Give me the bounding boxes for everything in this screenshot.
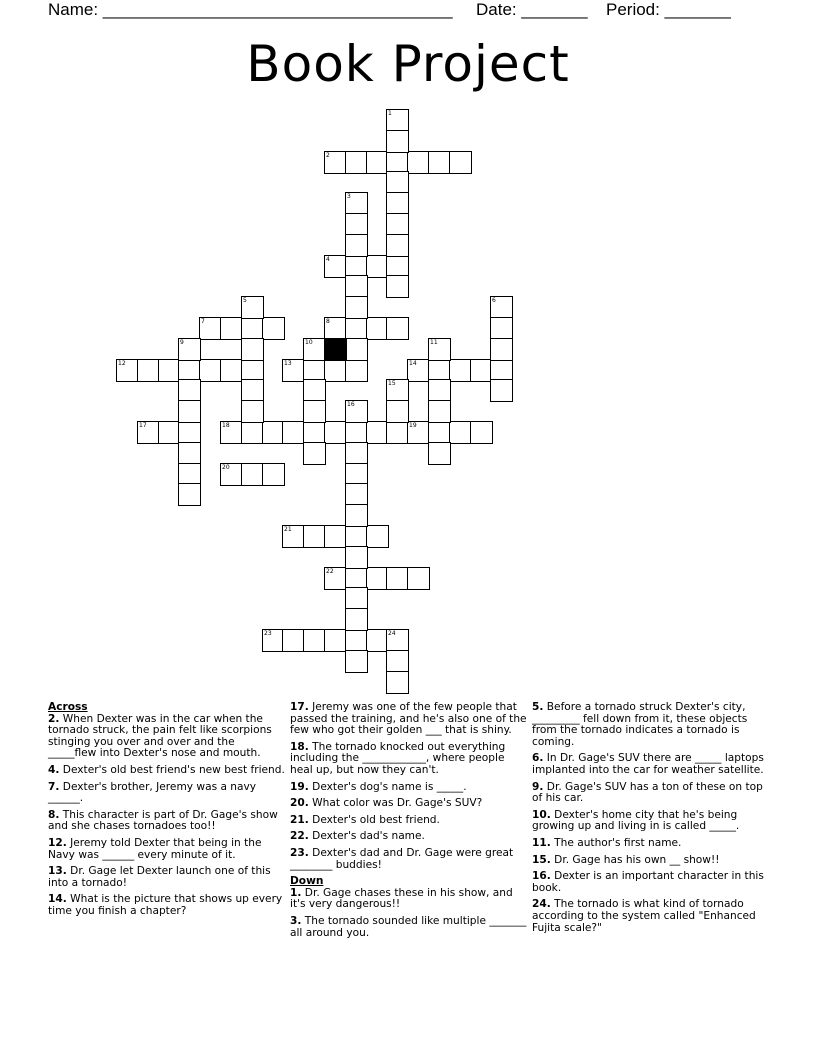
grid-cell[interactable] xyxy=(345,213,368,236)
grid-cell[interactable] xyxy=(324,255,347,278)
grid-cell[interactable] xyxy=(345,629,368,652)
grid-cell[interactable] xyxy=(324,421,347,444)
across-clue xyxy=(290,848,528,871)
clue-number: 22 xyxy=(326,568,334,575)
grid-cell[interactable] xyxy=(428,400,451,423)
grid-cell[interactable] xyxy=(449,359,472,382)
grid-cell[interactable] xyxy=(345,151,368,174)
clue-number: 1 xyxy=(388,110,392,117)
clue-text: Dr. Gage let Dexter launch one of this into a tornado! xyxy=(48,865,271,889)
grid-cell[interactable] xyxy=(490,338,513,361)
grid-cell[interactable] xyxy=(386,379,409,402)
clue-column-2 xyxy=(290,702,528,944)
down-clues-b xyxy=(532,702,770,934)
grid-cell[interactable] xyxy=(386,130,409,153)
across-clue xyxy=(290,702,528,737)
grid-cell[interactable] xyxy=(386,275,409,298)
across-clue xyxy=(48,894,286,917)
clue-text: Dr. Gage chases these in his show, and it's very dangerous!! xyxy=(290,886,513,911)
clue-num: 2. xyxy=(48,712,60,725)
clue-text: This character is part of Dr. Gage's show and she chases tornadoes too!! xyxy=(48,808,278,833)
grid-cell[interactable] xyxy=(345,608,368,631)
clue-num: 14. xyxy=(48,893,67,906)
grid-cell[interactable] xyxy=(428,442,451,465)
grid-cell[interactable] xyxy=(345,296,368,319)
name-line[interactable]: _____________________________________ xyxy=(102,0,453,19)
clue-number: 7 xyxy=(201,318,205,325)
grid-cell[interactable] xyxy=(407,151,430,174)
grid-cell[interactable] xyxy=(386,192,409,215)
clue-num: 11. xyxy=(532,836,551,849)
clue-column-1 xyxy=(48,702,286,923)
date-line[interactable]: _______ xyxy=(521,0,588,19)
across-clue xyxy=(48,866,286,889)
grid-cell[interactable] xyxy=(490,296,513,319)
grid-cell[interactable] xyxy=(303,379,326,402)
clue-number: 17 xyxy=(139,422,147,429)
grid-cell[interactable] xyxy=(303,525,326,548)
grid-cell[interactable] xyxy=(137,421,160,444)
grid-cell[interactable] xyxy=(345,400,368,423)
clue-num: 13. xyxy=(48,865,67,878)
clue-num: 9. xyxy=(532,780,544,793)
clue-column-3 xyxy=(532,702,770,939)
grid-cell[interactable] xyxy=(220,359,243,382)
clue-text: Dr. Gage has his own __ show!! xyxy=(554,853,720,866)
clue-text: Dexter is an important character in this book. xyxy=(532,870,764,894)
grid-cell[interactable] xyxy=(282,359,305,382)
down-clue xyxy=(532,702,770,748)
grid-cell[interactable] xyxy=(199,359,222,382)
grid-cell[interactable] xyxy=(220,421,243,444)
clue-text: The tornado knocked out everything including the ____________, where people heal up, but now they can't. xyxy=(290,740,506,776)
clue-number: 11 xyxy=(430,339,438,346)
grid-cell[interactable] xyxy=(407,567,430,590)
down-clue xyxy=(532,871,770,894)
grid-cell[interactable] xyxy=(345,483,368,506)
clue-number: 2 xyxy=(326,152,330,159)
down-clue xyxy=(290,916,528,939)
clue-text: Dexter's old best friend's new best friend. xyxy=(62,763,285,776)
grid-cell[interactable] xyxy=(241,421,264,444)
grid-cell[interactable] xyxy=(386,317,409,340)
grid-cell[interactable] xyxy=(345,525,368,548)
clue-num: 17. xyxy=(290,701,309,713)
clue-text: Jeremy told Dexter that being in the Navy was ______ every minute of it. xyxy=(48,836,262,861)
grid-cell[interactable] xyxy=(178,483,201,506)
across-clue xyxy=(290,782,528,794)
page-title: Book Project xyxy=(246,35,570,93)
clue-text: Jeremy was one of the few people that passed the training, and he's also one of the few who got their golden ___ that is shiny. xyxy=(290,701,527,737)
grid-cell[interactable] xyxy=(345,192,368,215)
grid-cell[interactable] xyxy=(345,234,368,257)
grid-cell[interactable] xyxy=(199,317,222,340)
clue-num: 10. xyxy=(532,808,551,821)
clue-number: 13 xyxy=(284,360,292,367)
grid-cell[interactable] xyxy=(241,317,264,340)
clue-text: Dexter's old best friend. xyxy=(312,813,440,826)
grid-cell[interactable] xyxy=(490,379,513,402)
clue-num: 19. xyxy=(290,780,309,793)
down-clue xyxy=(290,888,528,911)
grid-cell[interactable] xyxy=(386,213,409,236)
clue-num: 3. xyxy=(290,914,302,927)
grid-cell[interactable] xyxy=(428,421,451,444)
across-clue xyxy=(290,742,528,777)
down-clue xyxy=(532,810,770,833)
clue-num: 18. xyxy=(290,740,309,753)
grid-cell[interactable] xyxy=(345,275,368,298)
grid-cell[interactable] xyxy=(116,359,139,382)
clue-number: 16 xyxy=(347,401,355,408)
down-clue xyxy=(532,782,770,805)
grid-cell[interactable] xyxy=(386,671,409,694)
across-clue xyxy=(48,838,286,861)
grid-cell[interactable] xyxy=(303,442,326,465)
clue-number: 8 xyxy=(326,318,330,325)
grid-cell[interactable] xyxy=(137,359,160,382)
period-line[interactable]: _______ xyxy=(664,0,731,19)
grid-cell[interactable] xyxy=(324,359,347,382)
grid-cell[interactable] xyxy=(303,400,326,423)
clue-num: 20. xyxy=(290,797,309,810)
grid-cell[interactable] xyxy=(178,379,201,402)
clue-number: 5 xyxy=(243,297,247,304)
grid-cell[interactable] xyxy=(449,421,472,444)
grid-cell[interactable] xyxy=(345,650,368,673)
grid-cell[interactable] xyxy=(345,587,368,610)
grid-cell[interactable] xyxy=(345,317,368,340)
across-clue xyxy=(48,810,286,833)
clue-num: 23. xyxy=(290,846,309,859)
clue-num: 8. xyxy=(48,808,60,821)
clue-num: 1. xyxy=(290,886,302,899)
across-clues-a xyxy=(48,714,286,918)
clue-number: 23 xyxy=(264,630,272,637)
grid-cell[interactable] xyxy=(386,567,409,590)
date-label-text: Date: xyxy=(476,0,522,19)
clue-num: 22. xyxy=(290,830,309,843)
clue-text: Before a tornado struck Dexter's city, _________ fell down from it, these objects from the tornado indicates a tornado is coming. xyxy=(532,701,748,748)
across-clue xyxy=(290,798,528,810)
grid-cell[interactable] xyxy=(428,379,451,402)
grid-cell[interactable] xyxy=(241,338,264,361)
down-clue xyxy=(532,899,770,934)
grid-cell[interactable] xyxy=(241,463,264,486)
grid-cell[interactable] xyxy=(220,463,243,486)
grid-cell[interactable] xyxy=(386,400,409,423)
clue-number: 15 xyxy=(388,380,396,387)
grid-cell[interactable] xyxy=(345,421,368,444)
down-clue xyxy=(532,753,770,776)
clue-num: 5. xyxy=(532,701,544,713)
clue-num: 15. xyxy=(532,853,551,866)
clue-text: Dexter's brother, Jeremy was a navy ______. xyxy=(48,780,257,805)
clue-number: 24 xyxy=(388,630,396,637)
clue-num: 16. xyxy=(532,870,551,883)
grid-cell[interactable] xyxy=(428,151,451,174)
grid-cell[interactable] xyxy=(241,296,264,319)
down-clues-a xyxy=(290,888,528,939)
grid-cell[interactable] xyxy=(241,379,264,402)
clue-num: 4. xyxy=(48,763,60,776)
grid-cell[interactable] xyxy=(428,338,451,361)
grid-cell[interactable] xyxy=(282,525,305,548)
grid-cell[interactable] xyxy=(345,359,368,382)
grid-cell[interactable] xyxy=(178,442,201,465)
grid-cell[interactable] xyxy=(490,317,513,340)
grid-cell[interactable] xyxy=(366,525,389,548)
clue-num: 6. xyxy=(532,752,544,765)
clue-num: 24. xyxy=(532,898,551,911)
grid-cell[interactable] xyxy=(324,567,347,590)
grid-cell[interactable] xyxy=(345,442,368,465)
clue-number: 14 xyxy=(409,360,417,367)
clue-num: 21. xyxy=(290,813,309,826)
grid-cell[interactable] xyxy=(178,400,201,423)
down-clue xyxy=(532,855,770,867)
period-label-text: Period: xyxy=(606,0,665,19)
across-clues-b xyxy=(290,702,528,871)
grid-cell[interactable] xyxy=(324,525,347,548)
clue-number: 9 xyxy=(180,339,184,346)
clue-number: 3 xyxy=(347,193,351,200)
grid-cell[interactable] xyxy=(262,463,285,486)
grid-cell[interactable] xyxy=(470,421,493,444)
grid-cell[interactable] xyxy=(345,546,368,569)
grid-cell-blocked xyxy=(324,338,347,361)
across-clue xyxy=(48,714,286,760)
across-clue xyxy=(290,831,528,843)
clue-text: Dexter's dad and Dr. Gage were great ________ buddies! xyxy=(290,846,514,871)
grid-cell[interactable] xyxy=(241,400,264,423)
grid-cell[interactable] xyxy=(220,317,243,340)
across-heading: Across xyxy=(48,701,88,713)
grid-cell[interactable] xyxy=(407,421,430,444)
clue-number: 18 xyxy=(222,422,230,429)
grid-cell[interactable] xyxy=(324,151,347,174)
clue-num: 7. xyxy=(48,780,60,793)
clue-text: What color was Dr. Gage's SUV? xyxy=(312,797,483,810)
across-clue xyxy=(290,815,528,827)
grid-cell[interactable] xyxy=(386,650,409,673)
clue-text: Dexter's home city that he's being growing up and living in is called _____. xyxy=(532,808,740,833)
clue-text: The tornado sounded like multiple _______ all around you. xyxy=(290,914,527,939)
grid-cell[interactable] xyxy=(303,338,326,361)
clue-text: Dexter's dog's name is _____. xyxy=(312,780,467,793)
clue-number: 20 xyxy=(222,464,230,471)
grid-cell[interactable] xyxy=(282,629,305,652)
across-clue xyxy=(48,782,286,805)
grid-cell[interactable] xyxy=(345,338,368,361)
grid-cell[interactable] xyxy=(386,171,409,194)
clue-number: 19 xyxy=(409,422,417,429)
clue-text: In Dr. Gage's SUV there are _____ laptops implanted into the car for weather satellite. xyxy=(532,752,764,776)
grid-cell[interactable] xyxy=(386,421,409,444)
grid-cell[interactable] xyxy=(303,421,326,444)
grid-cell[interactable] xyxy=(324,317,347,340)
name-label-text: Name: xyxy=(48,0,103,19)
grid-cell[interactable] xyxy=(345,504,368,527)
grid-cell[interactable] xyxy=(407,359,430,382)
grid-cell[interactable] xyxy=(386,234,409,257)
down-heading: Down xyxy=(290,875,324,888)
clue-text: When Dexter was in the car when the tornado struck, the pain felt like scorpions stinging you over and over and the _____flew into Dexter's nose and mouth. xyxy=(48,712,272,760)
clue-num: 12. xyxy=(48,836,67,849)
clue-text: The tornado is what kind of tornado according to the system called "Enhanced Fujita scale?" xyxy=(532,898,756,934)
grid-cell[interactable] xyxy=(449,151,472,174)
grid-cell[interactable] xyxy=(386,109,409,132)
grid-cell[interactable] xyxy=(178,421,201,444)
clue-text: Dr. Gage's SUV has a ton of these on top of his car. xyxy=(532,780,763,805)
clue-text: Dexter's dad's name. xyxy=(312,830,425,843)
grid-cell[interactable] xyxy=(303,629,326,652)
clue-text: What is the picture that shows up every time you finish a chapter? xyxy=(48,893,283,917)
down-clue xyxy=(532,838,770,850)
clue-number: 10 xyxy=(305,339,313,346)
clue-number: 4 xyxy=(326,256,330,263)
clue-text: The author's first name. xyxy=(554,836,682,849)
clue-number: 12 xyxy=(118,360,126,367)
clue-number: 6 xyxy=(492,297,496,304)
grid-cell[interactable] xyxy=(178,338,201,361)
grid-cell[interactable] xyxy=(282,421,305,444)
grid-cell[interactable] xyxy=(262,317,285,340)
clue-number: 21 xyxy=(284,526,292,533)
grid-cell[interactable] xyxy=(324,629,347,652)
grid-cell[interactable] xyxy=(386,629,409,652)
across-clue xyxy=(48,765,286,777)
